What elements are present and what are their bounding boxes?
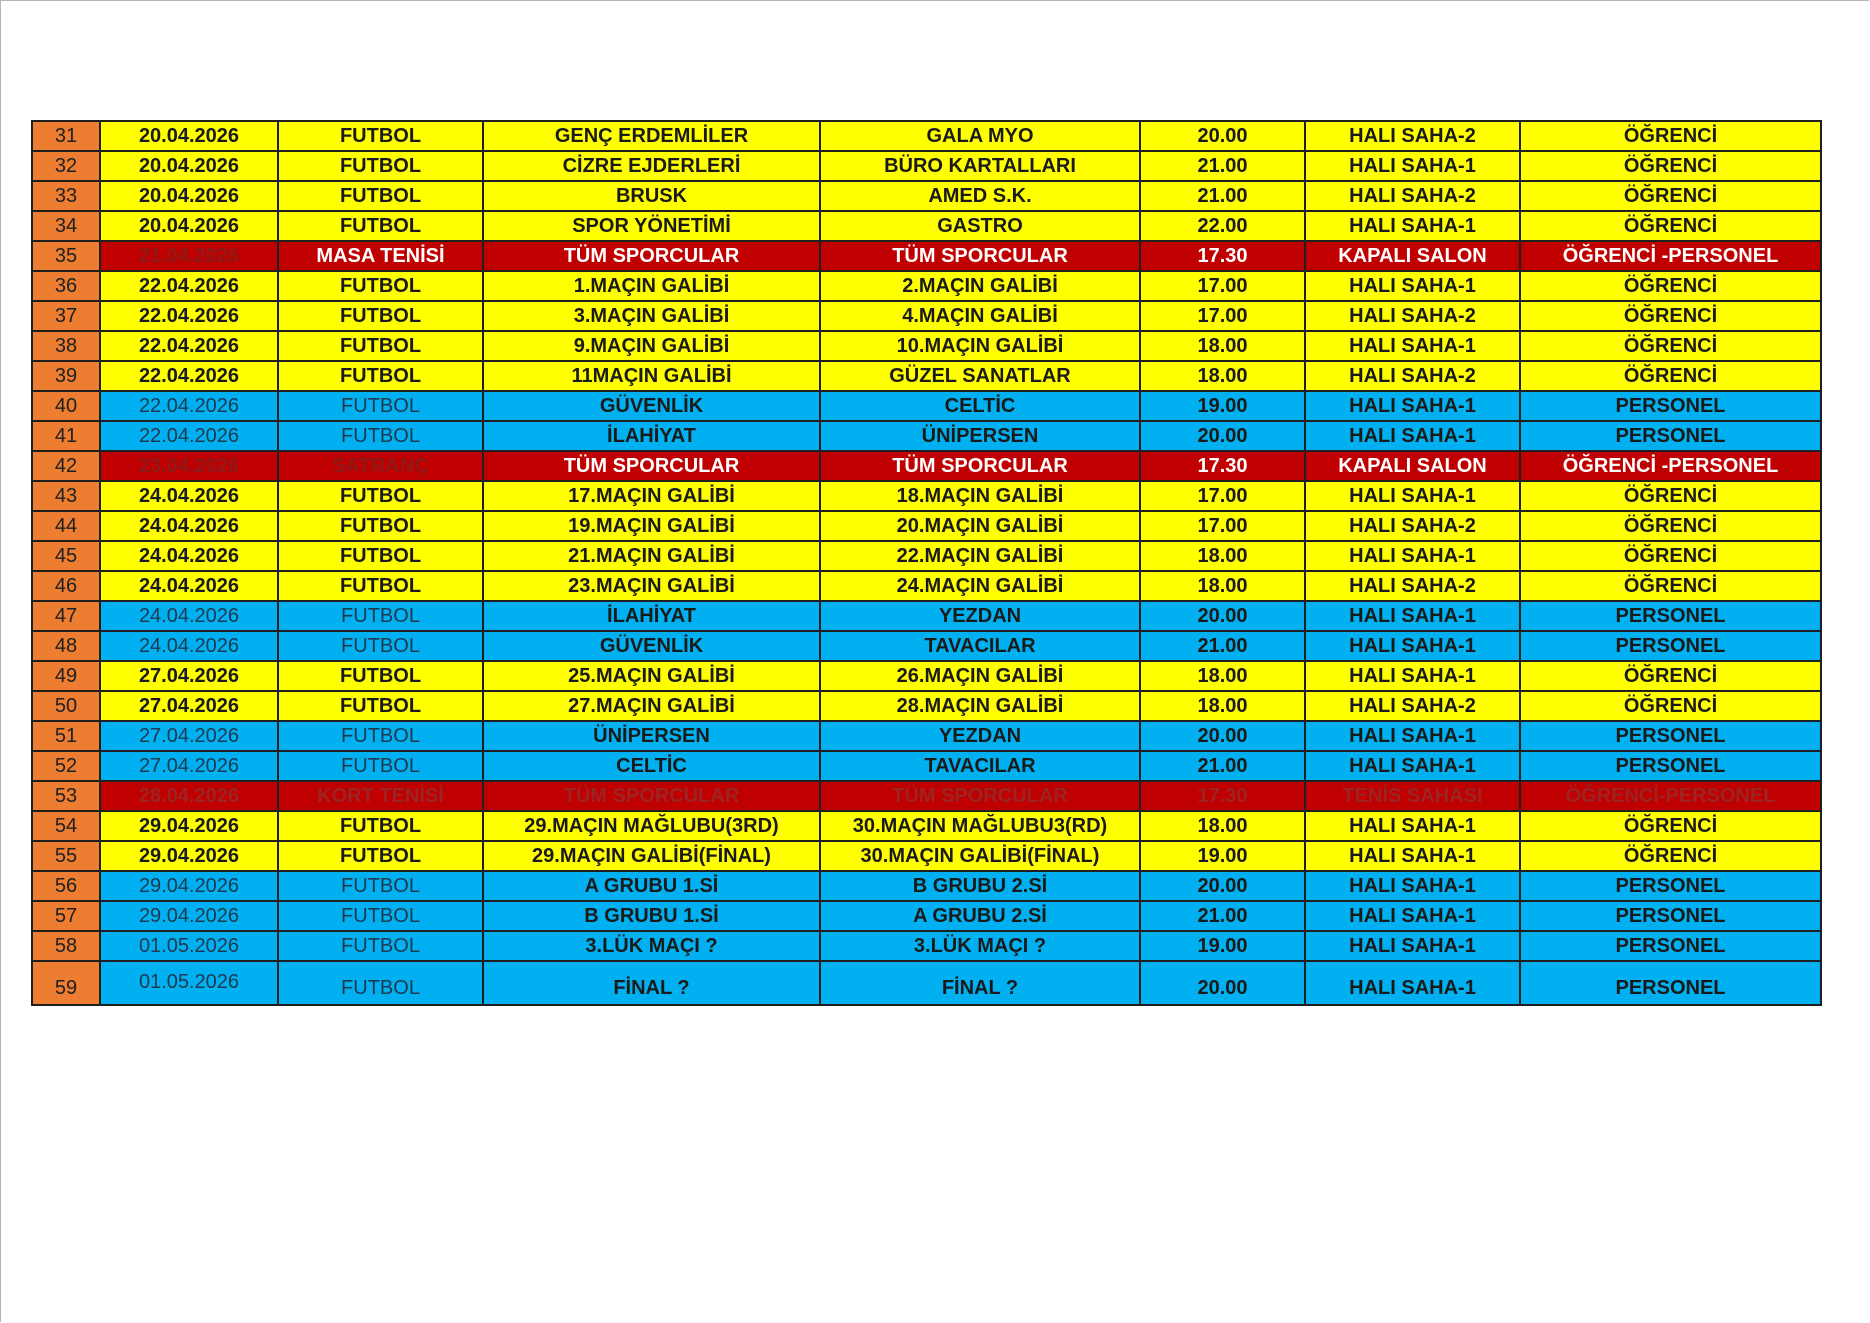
- team-1-cell: İLAHİYAT: [483, 421, 820, 451]
- team-1-cell: 9.MAÇIN GALİBİ: [483, 331, 820, 361]
- sport-cell: FUTBOL: [278, 661, 483, 691]
- category-cell: PERSONEL: [1520, 421, 1821, 451]
- date-cell: 28.04.2026: [100, 781, 278, 811]
- table-row: [32, 631, 1821, 661]
- venue-cell: HALI SAHA-1: [1305, 151, 1520, 181]
- time-cell: 19.00: [1140, 391, 1305, 421]
- match-number-cell: 42: [32, 451, 100, 481]
- date-cell: 21.04.2026: [100, 241, 278, 271]
- sport-cell: FUTBOL: [278, 841, 483, 871]
- match-number-cell: 41: [32, 421, 100, 451]
- category-cell: ÖĞRENCİ: [1520, 541, 1821, 571]
- table-row: [32, 121, 1821, 151]
- time-cell: 18.00: [1140, 811, 1305, 841]
- team-2-cell: A GRUBU 2.Sİ: [820, 901, 1140, 931]
- team-2-cell: 30.MAÇIN MAĞLUBU3(RD): [820, 811, 1140, 841]
- venue-cell: HALI SAHA-1: [1305, 961, 1520, 1005]
- match-number-cell: 33: [32, 181, 100, 211]
- team-2-cell: 2.MAÇIN GALİBİ: [820, 271, 1140, 301]
- category-cell: ÖĞRENCİ: [1520, 211, 1821, 241]
- team-2-cell: 4.MAÇIN GALİBİ: [820, 301, 1140, 331]
- category-cell: ÖĞRENCİ: [1520, 691, 1821, 721]
- time-cell: 19.00: [1140, 841, 1305, 871]
- category-cell: ÖĞRENCİ: [1520, 331, 1821, 361]
- team-2-cell: 26.MAÇIN GALİBİ: [820, 661, 1140, 691]
- sport-cell: FUTBOL: [278, 571, 483, 601]
- sport-cell: FUTBOL: [278, 391, 483, 421]
- match-number-cell: 43: [32, 481, 100, 511]
- team-2-cell: 20.MAÇIN GALİBİ: [820, 511, 1140, 541]
- time-cell: 20.00: [1140, 121, 1305, 151]
- table-row: [32, 181, 1821, 211]
- date-cell: 22.04.2026: [100, 391, 278, 421]
- team-1-cell: 3.LÜK MAÇI ?: [483, 931, 820, 961]
- venue-cell: HALI SAHA-2: [1305, 691, 1520, 721]
- team-1-cell: GÜVENLİK: [483, 391, 820, 421]
- table-row: [32, 601, 1821, 631]
- team-2-cell: 18.MAÇIN GALİBİ: [820, 481, 1140, 511]
- table-row: [32, 211, 1821, 241]
- category-cell: ÖĞRENCİ: [1520, 361, 1821, 391]
- time-cell: 17.00: [1140, 301, 1305, 331]
- sport-cell: MASA TENİSİ: [278, 241, 483, 271]
- team-2-cell: 24.MAÇIN GALİBİ: [820, 571, 1140, 601]
- team-2-cell: BÜRO KARTALLARI: [820, 151, 1140, 181]
- category-cell: ÖĞRENCİ: [1520, 661, 1821, 691]
- date-cell: 29.04.2026: [100, 901, 278, 931]
- table-row: [32, 811, 1821, 841]
- time-cell: 18.00: [1140, 661, 1305, 691]
- sport-cell: FUTBOL: [278, 271, 483, 301]
- venue-cell: HALI SAHA-1: [1305, 661, 1520, 691]
- date-cell: 27.04.2026: [100, 661, 278, 691]
- team-2-cell: TÜM SPORCULAR: [820, 451, 1140, 481]
- sport-cell: FUTBOL: [278, 331, 483, 361]
- date-cell: 29.04.2026: [100, 811, 278, 841]
- category-cell: PERSONEL: [1520, 871, 1821, 901]
- time-cell: 20.00: [1140, 721, 1305, 751]
- team-2-cell: YEZDAN: [820, 601, 1140, 631]
- team-1-cell: 21.MAÇIN GALİBİ: [483, 541, 820, 571]
- venue-cell: HALI SAHA-1: [1305, 871, 1520, 901]
- date-cell: 22.04.2026: [100, 331, 278, 361]
- table-row: [32, 301, 1821, 331]
- venue-cell: HALI SAHA-1: [1305, 751, 1520, 781]
- venue-cell: HALI SAHA-2: [1305, 301, 1520, 331]
- category-cell: ÖĞRENCİ: [1520, 121, 1821, 151]
- sport-cell: FUTBOL: [278, 361, 483, 391]
- table-row: [32, 391, 1821, 421]
- category-cell: ÖĞRENCİ: [1520, 151, 1821, 181]
- team-1-cell: CELTİC: [483, 751, 820, 781]
- time-cell: 21.00: [1140, 901, 1305, 931]
- date-cell: 20.04.2026: [100, 121, 278, 151]
- venue-cell: KAPALI SALON: [1305, 451, 1520, 481]
- sport-cell: FUTBOL: [278, 121, 483, 151]
- venue-cell: HALI SAHA-1: [1305, 541, 1520, 571]
- table-row: [32, 721, 1821, 751]
- table-row: [32, 751, 1821, 781]
- table-row: [32, 541, 1821, 571]
- table-row: [32, 361, 1821, 391]
- team-1-cell: 17.MAÇIN GALİBİ: [483, 481, 820, 511]
- venue-cell: HALI SAHA-1: [1305, 601, 1520, 631]
- match-number-cell: 47: [32, 601, 100, 631]
- team-2-cell: TAVACILAR: [820, 631, 1140, 661]
- team-2-cell: ÜNİPERSEN: [820, 421, 1140, 451]
- match-number-cell: 31: [32, 121, 100, 151]
- table-row: [32, 961, 1821, 1005]
- category-cell: ÖĞRENCİ -PERSONEL: [1520, 241, 1821, 271]
- team-1-cell: 25.MAÇIN GALİBİ: [483, 661, 820, 691]
- sport-cell: KORT TENİSİ: [278, 781, 483, 811]
- sport-cell: FUTBOL: [278, 541, 483, 571]
- team-1-cell: 3.MAÇIN GALİBİ: [483, 301, 820, 331]
- table-row: [32, 511, 1821, 541]
- date-cell: 22.04.2026: [100, 361, 278, 391]
- sport-cell: FUTBOL: [278, 901, 483, 931]
- sport-cell: FUTBOL: [278, 721, 483, 751]
- table-row: [32, 871, 1821, 901]
- match-number-cell: 32: [32, 151, 100, 181]
- team-2-cell: CELTİC: [820, 391, 1140, 421]
- match-number-cell: 40: [32, 391, 100, 421]
- time-cell: 17.00: [1140, 271, 1305, 301]
- sport-cell: FUTBOL: [278, 931, 483, 961]
- team-1-cell: 11MAÇIN GALİBİ: [483, 361, 820, 391]
- team-2-cell: AMED S.K.: [820, 181, 1140, 211]
- team-2-cell: 3.LÜK MAÇI ?: [820, 931, 1140, 961]
- sport-cell: FUTBOL: [278, 631, 483, 661]
- match-number-cell: 48: [32, 631, 100, 661]
- date-cell: 20.04.2026: [100, 151, 278, 181]
- category-cell: PERSONEL: [1520, 721, 1821, 751]
- team-2-cell: 22.MAÇIN GALİBİ: [820, 541, 1140, 571]
- time-cell: 18.00: [1140, 541, 1305, 571]
- sport-cell: FUTBOL: [278, 691, 483, 721]
- venue-cell: HALI SAHA-1: [1305, 901, 1520, 931]
- date-cell: 24.04.2026: [100, 481, 278, 511]
- category-cell: ÖĞRENCİ: [1520, 301, 1821, 331]
- sport-cell: FUTBOL: [278, 211, 483, 241]
- time-cell: 18.00: [1140, 361, 1305, 391]
- team-1-cell: TÜM SPORCULAR: [483, 451, 820, 481]
- time-cell: 19.00: [1140, 931, 1305, 961]
- team-1-cell: TÜM SPORCULAR: [483, 241, 820, 271]
- time-cell: 22.00: [1140, 211, 1305, 241]
- sport-cell: FUTBOL: [278, 601, 483, 631]
- time-cell: 20.00: [1140, 421, 1305, 451]
- table-row: [32, 931, 1821, 961]
- match-number-cell: 44: [32, 511, 100, 541]
- match-number-cell: 50: [32, 691, 100, 721]
- venue-cell: HALI SAHA-1: [1305, 811, 1520, 841]
- team-2-cell: GALA MYO: [820, 121, 1140, 151]
- match-number-cell: 39: [32, 361, 100, 391]
- team-1-cell: 27.MAÇIN GALİBİ: [483, 691, 820, 721]
- venue-cell: HALI SAHA-2: [1305, 121, 1520, 151]
- time-cell: 17.00: [1140, 511, 1305, 541]
- team-1-cell: CİZRE EJDERLERİ: [483, 151, 820, 181]
- category-cell: PERSONEL: [1520, 931, 1821, 961]
- sport-cell: FUTBOL: [278, 421, 483, 451]
- date-cell: 24.04.2026: [100, 541, 278, 571]
- table-row: [32, 661, 1821, 691]
- team-2-cell: TAVACILAR: [820, 751, 1140, 781]
- venue-cell: KAPALI SALON: [1305, 241, 1520, 271]
- date-cell: 27.04.2026: [100, 721, 278, 751]
- category-cell: ÖĞRENCİ: [1520, 481, 1821, 511]
- team-1-cell: 1.MAÇIN GALİBİ: [483, 271, 820, 301]
- table-row: [32, 241, 1821, 271]
- match-number-cell: 38: [32, 331, 100, 361]
- time-cell: 17.00: [1140, 481, 1305, 511]
- sport-cell: FUTBOL: [278, 961, 483, 1005]
- match-number-cell: 49: [32, 661, 100, 691]
- team-1-cell: BRUSK: [483, 181, 820, 211]
- team-1-cell: SPOR YÖNETİMİ: [483, 211, 820, 241]
- match-number-cell: 45: [32, 541, 100, 571]
- table-row: [32, 151, 1821, 181]
- match-number-cell: 55: [32, 841, 100, 871]
- venue-cell: HALI SAHA-1: [1305, 931, 1520, 961]
- table-row: [32, 331, 1821, 361]
- team-2-cell: TÜM SPORCULAR: [820, 241, 1140, 271]
- category-cell: ÖĞRENCİ: [1520, 841, 1821, 871]
- time-cell: 17.30: [1140, 451, 1305, 481]
- date-cell: 29.04.2026: [100, 841, 278, 871]
- team-2-cell: 10.MAÇIN GALİBİ: [820, 331, 1140, 361]
- date-cell: 24.04.2026: [100, 631, 278, 661]
- date-cell: 20.04.2026: [100, 211, 278, 241]
- team-1-cell: A GRUBU 1.Sİ: [483, 871, 820, 901]
- time-cell: 20.00: [1140, 961, 1305, 1005]
- venue-cell: HALI SAHA-1: [1305, 481, 1520, 511]
- category-cell: ÖĞRENCİ: [1520, 271, 1821, 301]
- sport-cell: SATRANÇ: [278, 451, 483, 481]
- team-2-cell: B GRUBU 2.Sİ: [820, 871, 1140, 901]
- time-cell: 21.00: [1140, 631, 1305, 661]
- table-row: [32, 271, 1821, 301]
- match-number-cell: 53: [32, 781, 100, 811]
- team-1-cell: 19.MAÇIN GALİBİ: [483, 511, 820, 541]
- time-cell: 20.00: [1140, 871, 1305, 901]
- team-1-cell: 29.MAÇIN MAĞLUBU(3RD): [483, 811, 820, 841]
- match-number-cell: 51: [32, 721, 100, 751]
- team-2-cell: 28.MAÇIN GALİBİ: [820, 691, 1140, 721]
- venue-cell: TENİS SAHASI: [1305, 781, 1520, 811]
- date-cell: 29.04.2026: [100, 871, 278, 901]
- date-cell: 01.05.2026: [100, 961, 278, 1005]
- time-cell: 18.00: [1140, 691, 1305, 721]
- category-cell: ÖĞRENCİ: [1520, 181, 1821, 211]
- team-1-cell: 29.MAÇIN GALİBİ(FİNAL): [483, 841, 820, 871]
- match-number-cell: 57: [32, 901, 100, 931]
- match-number-cell: 37: [32, 301, 100, 331]
- time-cell: 17.30: [1140, 241, 1305, 271]
- sport-cell: FUTBOL: [278, 181, 483, 211]
- sport-cell: FUTBOL: [278, 481, 483, 511]
- time-cell: 20.00: [1140, 601, 1305, 631]
- sport-cell: FUTBOL: [278, 811, 483, 841]
- match-number-cell: 36: [32, 271, 100, 301]
- venue-cell: HALI SAHA-1: [1305, 421, 1520, 451]
- venue-cell: HALI SAHA-1: [1305, 841, 1520, 871]
- table-row: [32, 781, 1821, 811]
- time-cell: 21.00: [1140, 751, 1305, 781]
- category-cell: ÖĞRENCİ: [1520, 571, 1821, 601]
- date-cell: 20.04.2026: [100, 181, 278, 211]
- team-2-cell: GASTRO: [820, 211, 1140, 241]
- time-cell: 21.00: [1140, 181, 1305, 211]
- match-number-cell: 34: [32, 211, 100, 241]
- schedule-body: [32, 121, 1821, 1005]
- table-row: [32, 901, 1821, 931]
- team-1-cell: FİNAL ?: [483, 961, 820, 1005]
- venue-cell: HALI SAHA-1: [1305, 391, 1520, 421]
- venue-cell: HALI SAHA-1: [1305, 271, 1520, 301]
- match-number-cell: 54: [32, 811, 100, 841]
- date-cell: 24.04.2026: [100, 571, 278, 601]
- venue-cell: HALI SAHA-1: [1305, 331, 1520, 361]
- team-1-cell: TÜM SPORCULAR: [483, 781, 820, 811]
- table-row: [32, 481, 1821, 511]
- team-2-cell: TÜM SPORCULAR: [820, 781, 1140, 811]
- team-2-cell: FİNAL ?: [820, 961, 1140, 1005]
- sport-cell: FUTBOL: [278, 871, 483, 901]
- match-number-cell: 52: [32, 751, 100, 781]
- venue-cell: HALI SAHA-2: [1305, 511, 1520, 541]
- date-cell: 23.04.2026: [100, 451, 278, 481]
- category-cell: ÖĞRENCİ-PERSONEL: [1520, 781, 1821, 811]
- category-cell: ÖĞRENCİ: [1520, 811, 1821, 841]
- date-cell: 22.04.2026: [100, 421, 278, 451]
- team-2-cell: GÜZEL SANATLAR: [820, 361, 1140, 391]
- date-cell: 01.05.2026: [100, 931, 278, 961]
- venue-cell: HALI SAHA-1: [1305, 211, 1520, 241]
- team-1-cell: GENÇ ERDEMLİLER: [483, 121, 820, 151]
- sport-cell: FUTBOL: [278, 511, 483, 541]
- date-cell: 24.04.2026: [100, 601, 278, 631]
- table-row: [32, 421, 1821, 451]
- venue-cell: HALI SAHA-2: [1305, 571, 1520, 601]
- date-cell: 27.04.2026: [100, 691, 278, 721]
- category-cell: PERSONEL: [1520, 601, 1821, 631]
- table-row: [32, 691, 1821, 721]
- team-1-cell: GÜVENLİK: [483, 631, 820, 661]
- category-cell: PERSONEL: [1520, 961, 1821, 1005]
- venue-cell: HALI SAHA-1: [1305, 631, 1520, 661]
- date-cell: 22.04.2026: [100, 271, 278, 301]
- match-number-cell: 46: [32, 571, 100, 601]
- date-cell: 24.04.2026: [100, 511, 278, 541]
- team-1-cell: ÜNİPERSEN: [483, 721, 820, 751]
- team-1-cell: 23.MAÇIN GALİBİ: [483, 571, 820, 601]
- match-schedule-table: [31, 120, 1822, 1006]
- team-1-cell: İLAHİYAT: [483, 601, 820, 631]
- venue-cell: HALI SAHA-1: [1305, 721, 1520, 751]
- category-cell: PERSONEL: [1520, 901, 1821, 931]
- team-2-cell: YEZDAN: [820, 721, 1140, 751]
- time-cell: 18.00: [1140, 571, 1305, 601]
- category-cell: ÖĞRENCİ: [1520, 511, 1821, 541]
- sport-cell: FUTBOL: [278, 301, 483, 331]
- category-cell: ÖĞRENCİ -PERSONEL: [1520, 451, 1821, 481]
- category-cell: PERSONEL: [1520, 751, 1821, 781]
- category-cell: PERSONEL: [1520, 631, 1821, 661]
- date-cell: 22.04.2026: [100, 301, 278, 331]
- table-row: [32, 841, 1821, 871]
- sport-cell: FUTBOL: [278, 151, 483, 181]
- match-number-cell: 35: [32, 241, 100, 271]
- venue-cell: HALI SAHA-2: [1305, 361, 1520, 391]
- time-cell: 17.30: [1140, 781, 1305, 811]
- table-row: [32, 451, 1821, 481]
- time-cell: 21.00: [1140, 151, 1305, 181]
- date-cell: 27.04.2026: [100, 751, 278, 781]
- match-number-cell: 58: [32, 931, 100, 961]
- match-number-cell: 59: [32, 961, 100, 1005]
- table-row: [32, 571, 1821, 601]
- time-cell: 18.00: [1140, 331, 1305, 361]
- team-2-cell: 30.MAÇIN GALİBİ(FİNAL): [820, 841, 1140, 871]
- category-cell: PERSONEL: [1520, 391, 1821, 421]
- team-1-cell: B GRUBU 1.Sİ: [483, 901, 820, 931]
- match-number-cell: 56: [32, 871, 100, 901]
- sport-cell: FUTBOL: [278, 751, 483, 781]
- venue-cell: HALI SAHA-2: [1305, 181, 1520, 211]
